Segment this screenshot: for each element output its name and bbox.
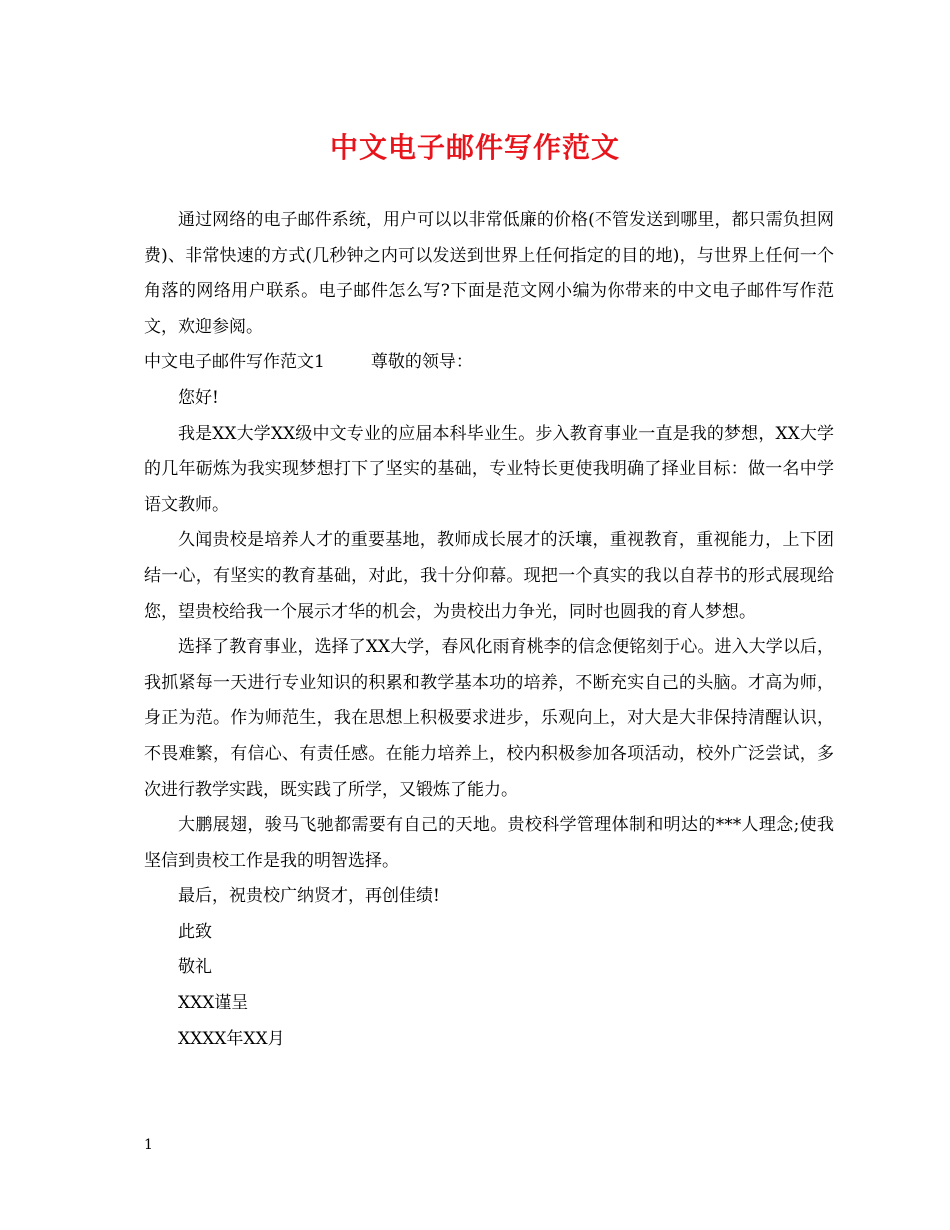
- closing-line: 此致: [178, 921, 212, 942]
- signature: XXX谨呈: [178, 993, 249, 1014]
- closing-line: 敬礼: [178, 957, 212, 978]
- salutation: 尊敬的领导：: [370, 352, 473, 373]
- page-title: 中文电子邮件写作范文: [329, 131, 620, 164]
- letter-date: XXXX年XX月: [178, 1028, 285, 1049]
- body-paragraph: 久闻贵校是培养人才的重要基地，教师成长展才的沃壤，重视教育，重视能力，上下团结一心，有坚实的教育基础，对此，我十分仰幕。现把一个真实的我以自荐书的形式展现给您，望贵校给我一个展示才华的机会，为贵校出力争光，同时也圆我的育人梦想。: [144, 530, 834, 622]
- body-paragraph: 我是XX大学XX级中文专业的应届本科毕业生。步入教育事业一直是我的梦想，XX大学的几年砺炼为我实现梦想打下了坚实的基础，专业特长更使我明确了择业目标：做一名中学语文教师。: [144, 423, 834, 515]
- document-body: [144, 203, 834, 1057]
- body-paragraph: 选择了教育事业，选择了XX大学，春风化雨育桃李的信念便铭刻于心。进入大学以后，我抓紧每一天进行专业知识的积累和教学基本功的培养，不断充实自己的头脑。才高为师，身正为范。作为师范生，我在思想上积极要求进步，乐观向上，对大是大非保持清醒认识，不畏难繁，有信心、有责任感。在能力培养上，校内积极参加各项活动，校外广泛尝试，多次进行教学实践，既实践了所学，又锻炼了能力。: [144, 637, 834, 800]
- body-paragraph: 大鹏展翅，骏马飞驰都需要有自己的天地。贵校科学管理体制和明达的***人理念;使我坚信到贵校工作是我的明智选择。: [144, 815, 834, 871]
- section-heading-line: [144, 345, 834, 381]
- body-paragraph: 最后，祝贵校广纳贤才，再创佳绩!: [178, 886, 440, 907]
- section-heading: 中文电子邮件写作范文1: [144, 352, 325, 373]
- greeting: 您好!: [178, 387, 219, 408]
- intro-paragraph: 通过网络的电子邮件系统，用户可以以非常低廉的价格(不管发送到哪里，都只需负担网费)、非常快速的方式(几秒钟之内可以发送到世界上任何指定的目的地)，与世界上任何一个角落的网络用户联系。电子邮件怎么写?下面是范文网小编为你带来的中文电子邮件写作范文，欢迎参阅。: [144, 210, 834, 337]
- page-number: 1: [144, 1137, 153, 1153]
